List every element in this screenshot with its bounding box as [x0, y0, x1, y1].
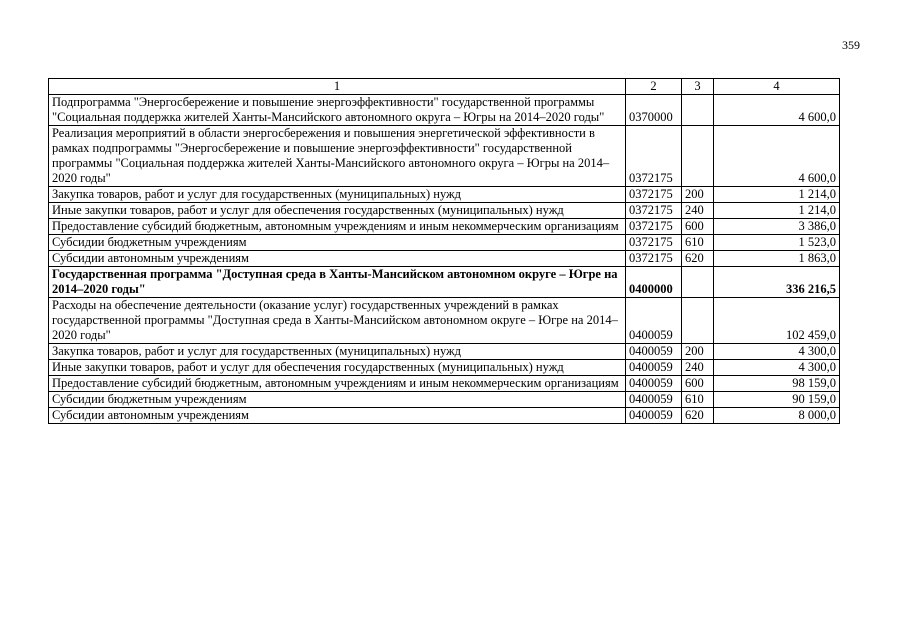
column-header-2: 2	[626, 79, 682, 95]
row-amount-cell: 4 600,0	[714, 126, 840, 187]
budget-table	[48, 78, 840, 424]
row-amount-cell: 1 523,0	[714, 235, 840, 251]
row-code-cell: 0372175	[626, 219, 682, 235]
table-body	[49, 95, 840, 424]
row-type-cell	[682, 126, 714, 187]
column-header-4: 4	[714, 79, 840, 95]
table-row	[49, 298, 840, 344]
row-code-cell: 0372175	[626, 251, 682, 267]
row-amount-cell: 98 159,0	[714, 376, 840, 392]
row-code-cell: 0400059	[626, 298, 682, 344]
table-row	[49, 267, 840, 298]
table-row	[49, 235, 840, 251]
row-name-cell: Закупка товаров, работ и услуг для государственных (муниципальных) нужд	[49, 344, 626, 360]
row-code-cell: 0370000	[626, 95, 682, 126]
table-row	[49, 392, 840, 408]
row-name-cell: Субсидии автономным учреждениям	[49, 251, 626, 267]
row-amount-cell: 4 300,0	[714, 360, 840, 376]
row-code-cell: 0400059	[626, 344, 682, 360]
table-row	[49, 219, 840, 235]
row-type-cell: 610	[682, 392, 714, 408]
table-row	[49, 344, 840, 360]
row-name-cell: Государственная программа "Доступная среда в Ханты-Мансийском автономном округе – Югре на 2014–2020 годы"	[49, 267, 626, 298]
row-name-cell: Субсидии бюджетным учреждениям	[49, 235, 626, 251]
row-type-cell	[682, 298, 714, 344]
table-row	[49, 95, 840, 126]
row-name-cell: Субсидии автономным учреждениям	[49, 408, 626, 424]
row-name-cell: Реализация мероприятий в области энергосбережения и повышения энергетической эффективности в рамках подпрограммы "Энергосбережение и повышение энергоэффективности" государственной программы "Социальная поддержка жителей Ханты-Мансийского автономного округа – Югры на 2014–2020 годы"	[49, 126, 626, 187]
table-row	[49, 376, 840, 392]
row-amount-cell: 4 300,0	[714, 344, 840, 360]
row-amount-cell: 1 863,0	[714, 251, 840, 267]
row-code-cell: 0372175	[626, 203, 682, 219]
row-type-cell: 240	[682, 360, 714, 376]
row-name-cell: Субсидии бюджетным учреждениям	[49, 392, 626, 408]
table-row	[49, 126, 840, 187]
page-number: 359	[842, 38, 860, 52]
row-code-cell: 0400059	[626, 408, 682, 424]
row-type-cell	[682, 95, 714, 126]
row-type-cell	[682, 267, 714, 298]
row-amount-cell: 8 000,0	[714, 408, 840, 424]
row-code-cell: 0400059	[626, 392, 682, 408]
row-code-cell: 0372175	[626, 187, 682, 203]
row-type-cell: 600	[682, 219, 714, 235]
row-amount-cell: 102 459,0	[714, 298, 840, 344]
row-amount-cell: 336 216,5	[714, 267, 840, 298]
row-code-cell: 0372175	[626, 235, 682, 251]
table-row	[49, 203, 840, 219]
row-amount-cell: 1 214,0	[714, 203, 840, 219]
column-header-3: 3	[682, 79, 714, 95]
column-header-1: 1	[49, 79, 626, 95]
row-name-cell: Предоставление субсидий бюджетным, автономным учреждениям и иным некоммерческим организациям	[49, 376, 626, 392]
row-name-cell: Иные закупки товаров, работ и услуг для обеспечения государственных (муниципальных) нужд	[49, 203, 626, 219]
row-name-cell: Подпрограмма "Энергосбережение и повышение энергоэффективности" государственной программы "Социальная поддержка жителей Ханты-Мансийского автономного округа – Югры на 2014–2020 годы"	[49, 95, 626, 126]
row-type-cell: 620	[682, 408, 714, 424]
row-type-cell: 200	[682, 187, 714, 203]
row-type-cell: 200	[682, 344, 714, 360]
table-row	[49, 360, 840, 376]
row-name-cell: Предоставление субсидий бюджетным, автономным учреждениям и иным некоммерческим организациям	[49, 219, 626, 235]
row-name-cell: Иные закупки товаров, работ и услуг для обеспечения государственных (муниципальных) нужд	[49, 360, 626, 376]
row-code-cell: 0400059	[626, 360, 682, 376]
row-amount-cell: 4 600,0	[714, 95, 840, 126]
row-code-cell: 0400000	[626, 267, 682, 298]
row-code-cell: 0400059	[626, 376, 682, 392]
row-type-cell: 620	[682, 251, 714, 267]
row-name-cell: Закупка товаров, работ и услуг для государственных (муниципальных) нужд	[49, 187, 626, 203]
row-type-cell: 600	[682, 376, 714, 392]
row-amount-cell: 90 159,0	[714, 392, 840, 408]
row-code-cell: 0372175	[626, 126, 682, 187]
row-amount-cell: 1 214,0	[714, 187, 840, 203]
row-type-cell: 240	[682, 203, 714, 219]
row-amount-cell: 3 386,0	[714, 219, 840, 235]
table-row	[49, 187, 840, 203]
table-row	[49, 408, 840, 424]
table-header-row	[49, 79, 840, 95]
row-type-cell: 610	[682, 235, 714, 251]
row-name-cell: Расходы на обеспечение деятельности (оказание услуг) государственных учреждений в рамках государственной программы "Доступная среда в Ханты-Мансийском автономном округе – Югре на 2014–2020 годы"	[49, 298, 626, 344]
table-row	[49, 251, 840, 267]
